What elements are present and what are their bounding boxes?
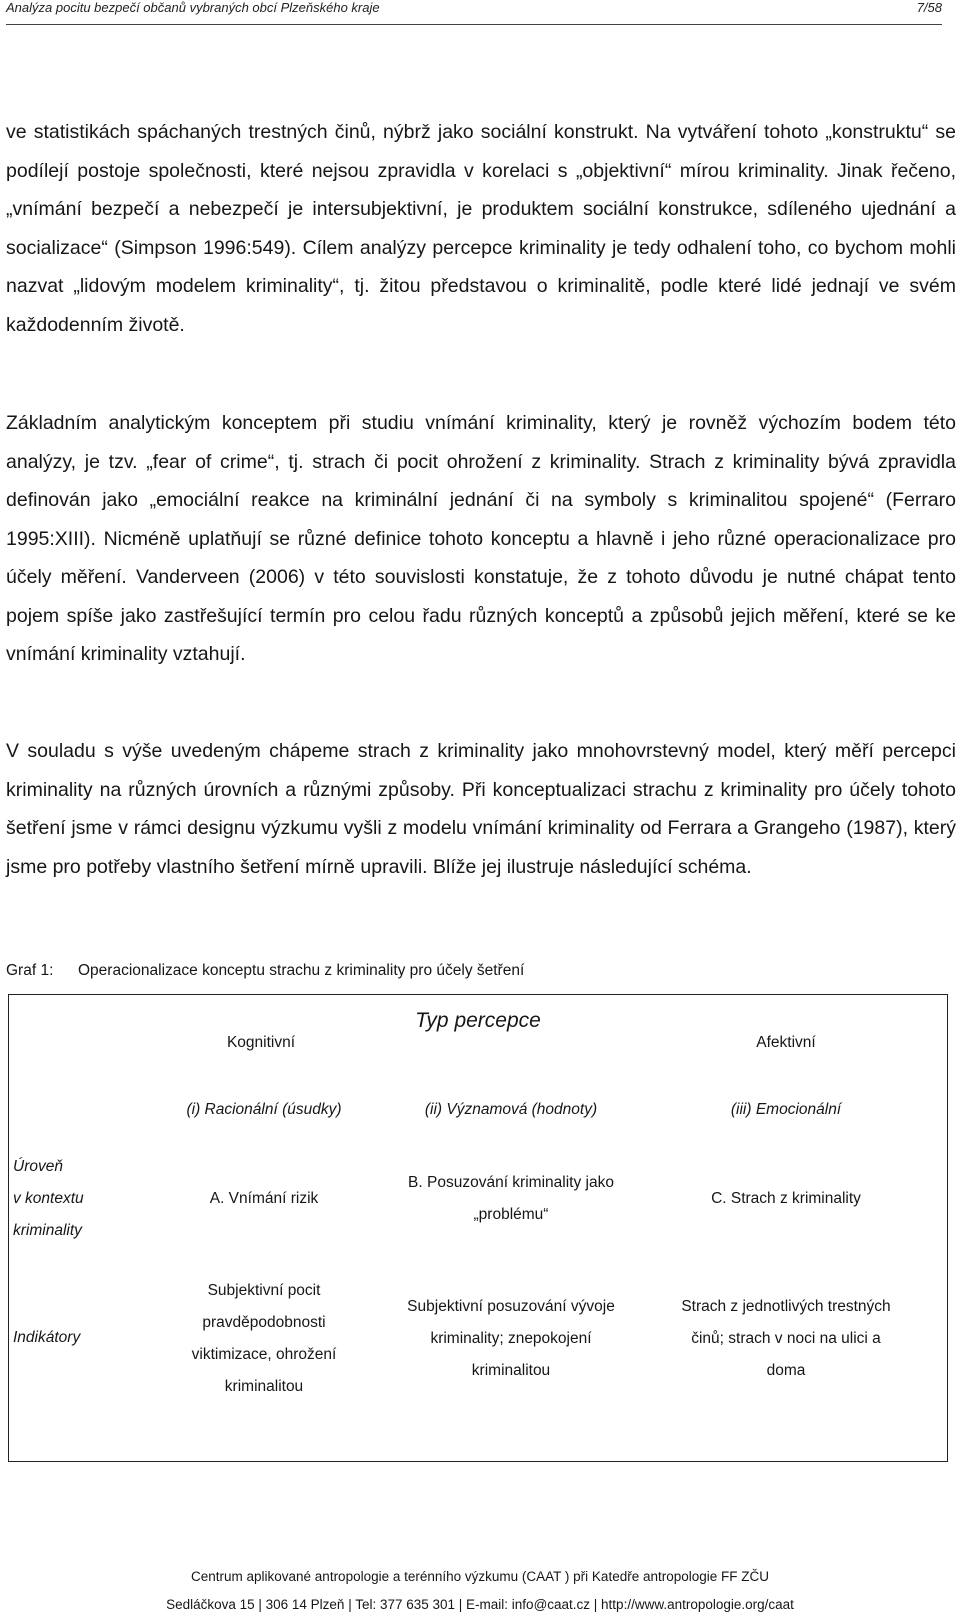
figure-caption bbox=[6, 962, 524, 980]
cell-line: Subjektivní posuzování vývoje bbox=[407, 1298, 615, 1315]
cell-risk-perception: A. Vnímání rizik bbox=[209, 1190, 319, 1207]
cell-line: kriminalitou bbox=[224, 1378, 304, 1395]
paragraph-1: ve statistikách spáchaných trestných činů, nýbrž jako sociální konstrukt. Na vytváření tohoto „konstruktu“ se podílejí postoje společnosti, které nejsou zpravidla v korelaci s „objektivní“ mírou kriminality. Jinak řečeno, „vnímání bezpečí a nebezpečí je intersubjektivní, je produktem sociální konstrukce, sdíleného ujednání a socializace“ (Simpson 1996:549). Cílem analýzy percepce kriminality je tedy odhalení toho, co bychom mohli nazvat „lidovým modelem kriminality“, tj. žitou představou o kriminalitě, podle které lidé jednají ve svém každodenním životě. bbox=[6, 121, 956, 336]
row-label-indicators: Indikátory bbox=[13, 1329, 81, 1346]
indicator-problem bbox=[376, 1291, 646, 1387]
cell-line: Strach z jednotlivých trestných bbox=[681, 1298, 891, 1315]
cell-line: Subjektivní pocit bbox=[207, 1282, 321, 1299]
row-label-level-line: kriminality bbox=[13, 1222, 82, 1239]
diagram-title: Typ percepce bbox=[415, 1009, 541, 1032]
cell-fear-of-crime: C. Strach z kriminality bbox=[711, 1190, 861, 1207]
row-label-level-line: Úroveň bbox=[13, 1158, 63, 1175]
page-header bbox=[6, 0, 942, 22]
row-label-level-line: v kontextu bbox=[13, 1190, 84, 1207]
cell-line: kriminalitou bbox=[471, 1362, 551, 1379]
cell-line: doma bbox=[766, 1362, 806, 1379]
row-label-level bbox=[13, 1151, 105, 1247]
indicator-risk bbox=[154, 1275, 374, 1403]
paragraph-2: Základním analytickým konceptem při studiu vnímání kriminality, který je rovněž výchozím bodem této analýzy, je tzv. „fear of crime“, tj. strach či pocit ohrožení z kriminality. Strach z kriminality bývá zpravidla definován jako „emociální reakce na kriminální jednání či na symboly s kriminalitou spojené“ (Ferraro 1995:XIII). Nicméně uplatňují se různé definice tohoto konceptu a hlavně i jeho různé operacionalizace pro účely měření. Vanderveen (2006) v této souvislosti konstatuje, že z tohoto důvodu je nutné chápat tento pojem spíše jako zastřešující termín pro celou řadu různých konceptů a způsobů jejich měření, které se ke vnímání kriminality vztahují. bbox=[6, 412, 956, 665]
header-title: Analýza pocitu bezpečí občanů vybraných obcí Plzeňského kraje bbox=[6, 0, 380, 15]
cell-line: B. Posuzování kriminality jako bbox=[408, 1174, 614, 1191]
perception-diagram bbox=[8, 994, 948, 1462]
column-emotional: (iii) Emocionální bbox=[730, 1101, 842, 1118]
column-meaning: (ii) Významová (hodnoty) bbox=[424, 1101, 598, 1118]
cognitive-label: Kognitivní bbox=[226, 1034, 296, 1051]
caption-text: Operacionalizace konceptu strachu z kriminality pro účely šetření bbox=[78, 962, 525, 979]
cell-line: činů; strach v noci na ulici a bbox=[691, 1330, 881, 1347]
header-divider bbox=[6, 24, 942, 25]
cell-crime-problem bbox=[381, 1167, 641, 1231]
column-rational: (i) Racionální (úsudky) bbox=[186, 1101, 342, 1118]
cell-line: „problému“ bbox=[473, 1206, 549, 1223]
footer-institution: Centrum aplikované antropologie a terénního výzkumu (CAAT ) při Katedře antropologie FF ZČU bbox=[190, 1569, 770, 1584]
caption-label: Graf 1: bbox=[6, 962, 54, 979]
cell-line: kriminality; znepokojení bbox=[430, 1330, 592, 1347]
cell-line: viktimizace, ohrožení bbox=[191, 1346, 337, 1363]
affective-label: Afektivní bbox=[756, 1034, 816, 1051]
footer-contact: Sedláčkova 15 | 306 14 Plzeň | Tel: 377 635 301 | E-mail: info@caat.cz | http://www.antropologie.org/caat bbox=[166, 1597, 794, 1612]
page-number: 7/58 bbox=[916, 0, 942, 15]
paragraph-3: V souladu s výše uvedeným chápeme strach z kriminality jako mnohovrstevný model, který měří percepci kriminality na různých úrovních a různými způsoby. Při konceptualizaci strachu z kriminality pro účely tohoto šetření jsme v rámci designu výzkumu vyšli z modelu vnímání kriminality od Ferrara a Grangeho (1987), který jsme pro potřeby vlastního šetření mírně upravili. Blíže jej ilustruje následující schéma. bbox=[6, 740, 956, 878]
indicator-fear bbox=[651, 1291, 921, 1387]
cell-line: pravděpodobnosti bbox=[202, 1314, 326, 1331]
